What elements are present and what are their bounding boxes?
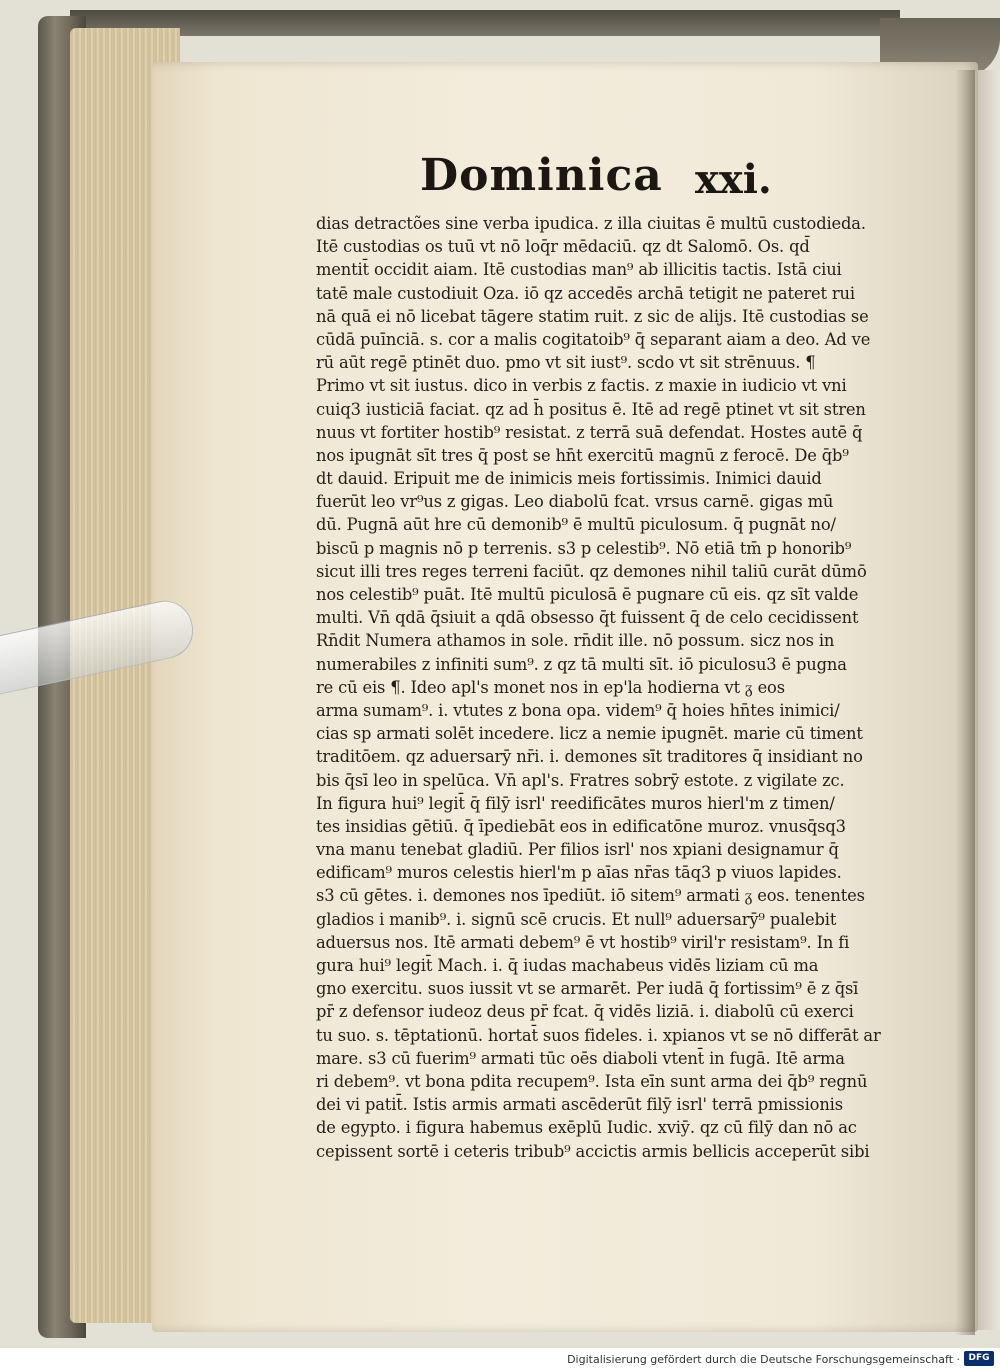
page-gutter-shadow: [955, 70, 975, 1335]
text-line: mentit̄ occidit aiam. Itē custodias man⁹ ab illicitis tactis. Istā ciui: [316, 260, 842, 280]
book-cover-top: [70, 10, 900, 36]
text-line: cepissent sortē i ceteris tribub⁹ accictis armis bellicis acceperūt sibi: [316, 1141, 870, 1161]
text-line: tes insidias gētiū. q̄ īpediebāt eos in edificatōne muroz. vnusq̄sq3: [316, 816, 846, 836]
text-line: nos ipugnāt sīt tres q̄ post se hn̄t exercitū magnū z ferocē. De q̄b⁹: [316, 445, 849, 465]
text-line: Rn̄dit Numera athamos in sole. rn̄dit ille. nō possum. sicz nos in: [316, 631, 835, 651]
header-title: Dominica: [420, 150, 663, 201]
text-line: dt dauid. Eripuit me de inimicis meis fortissimis. Inimici dauid: [316, 469, 822, 489]
text-line: ri debem⁹. vt bona pdita recupem⁹. Ista eīn sunt arma dei q̄b⁹ regnū: [316, 1071, 868, 1091]
text-line: rū aūt regē ptinēt duo. pmo vt sit iust⁹. scdo vt sit strēnuus. ¶: [316, 353, 816, 373]
text-line: In figura hui⁹ legit̄ q̄ filȳ isrl' reedificātes muros hierl'm z timen/: [316, 793, 835, 813]
text-line: nos celestib⁹ puāt. Itē multū piculosā ē pugnare cū eis. qz sīt valde: [316, 585, 859, 604]
text-line: biscū p magnis nō p terrenis. s3 p celestib⁹. Nō etiā tm̄ p honorib⁹: [316, 538, 852, 558]
text-line: Primo vt sit iustus. dico in verbis z factis. z maxie in iudicio vt vni: [316, 376, 847, 396]
text-line: arma sumam⁹. i. vtutes z bona opa. videm⁹ q̄ hoies hn̄tes inimici/: [316, 700, 840, 720]
header-number: xxi.: [695, 156, 772, 203]
text-line: s3 cū gētes. i. demones nos īpediūt. iō sitem⁹ armati ᵹ eos. tenentes: [316, 886, 865, 906]
text-line: nuus vt fortiter hostib⁹ resistat. z terrā suā defendat. Hostes autē q̄: [316, 422, 863, 442]
text-line: numerabiles z infiniti sum⁹. z qz tā multi sīt. iō piculosu3 ē pugna: [316, 654, 847, 674]
text-line: dias detractões sine verba ipudica. z illa ciuitas ē multū custodieda.: [316, 214, 866, 233]
text-line: dū. Pugnā aūt hre cū demonib⁹ ē multū piculosum. q̄ pugnāt no/: [316, 515, 836, 535]
text-line: edificam⁹ muros celestis hierl'm p aīas nr̄as tāq3 p viuos lapides.: [316, 863, 842, 883]
text-line: re cū eis ¶. Ideo apl's monet nos in ep'la hodierna vt ᵹ eos: [316, 677, 785, 697]
text-line: traditōem. qz aduersarȳ nr̄i. i. demones sīt traditores q̄ insidiant no: [316, 747, 863, 767]
text-line: cias sp armati solēt incedere. licz a nemie ipugnēt. marie cū timent: [316, 724, 863, 744]
dfg-logo-icon: DFG: [964, 1351, 994, 1366]
footer-caption: Digitalisierung gefördert durch die Deutsche Forschungsgemeinschaft ·: [567, 1353, 960, 1366]
text-line: Itē custodias os tuū vt nō loq̄r mēdaciū. qz dt Salomō. Os. qd̄: [316, 237, 810, 257]
text-line: pr̄ z defensor iudeoz deus pr̄ fcat. q̄ vidēs liziā. i. diabolū cū exerci: [316, 1002, 854, 1022]
text-line: cūdā puīnciā. s. cor a malis cogitatoib⁹ q̄ separant aiam a deo. Ad ve: [316, 329, 871, 349]
text-column: [316, 212, 881, 1161]
text-line: aduersus nos. Itē armati debem⁹ ē vt hostib⁹ viril'r resistam⁹. In fi: [316, 932, 850, 952]
text-line: dei vi patit̄. Istis armis armati ascēderūt filȳ isrl' terrā pmissionis: [316, 1095, 843, 1115]
text-line: cuiq3 iusticiā faciat. qz ad h̄ positus ē. Itē ad regē ptinet vt sit stren: [316, 399, 866, 419]
text-line: gladios i manib⁹. i. signū scē crucis. Et null⁹ aduersarȳ⁹ pualebit: [316, 909, 837, 929]
text-line: fuerūt leo vr⁹us z gigas. Leo diabolū fcat. vrsus carnē. gigas mū: [316, 492, 834, 512]
text-line: mare. s3 cū fuerim⁹ armati tūc oēs diaboli vtent̄ in fugā. Itē arma: [316, 1048, 845, 1068]
text-line: sicut illi tres reges terreni faciūt. qz demones nihil taliū curāt dūmō: [316, 561, 867, 581]
text-line: tu suo. s. tēptationū. hortat̄ suos fideles. i. xpianos vt se nō differāt ar: [316, 1025, 881, 1045]
text-line: multi. Vn̄ qdā q̄siuit a qdā obsesso q̄t fuissent q̄ de celo cecidissent: [316, 608, 859, 628]
text-line: gno exercitu. suos iussit vt se armarēt. Per iudā q̄ fortissim⁹ ē z q̄sī: [316, 979, 859, 999]
text-line: de egypto. i figura habemus exēplū Iudic. xviȳ. qz cū filȳ dan nō ac: [316, 1118, 857, 1138]
text-line: bis q̄sī leo in spelūca. Vn̄ apl's. Fratres sobrȳ estote. z vigilate zc.: [316, 770, 845, 790]
text-line: nā quā ei nō licebat tāgere statim ruit. z sic de alijs. Itē custodias se: [316, 306, 869, 326]
text-line: tatē male custodiuit Oza. iō qz accedēs archā tetigit ne pateret rui: [316, 283, 855, 303]
text-line: gura hui⁹ legit̄ Mach. i. q̄ iudas machabeus vidēs liziam cū ma: [316, 956, 819, 975]
text-line: vna manu tenebat gladiū. Per filios isrl' nos xpiani designamur q̄: [316, 840, 839, 860]
running-header: [410, 150, 790, 210]
